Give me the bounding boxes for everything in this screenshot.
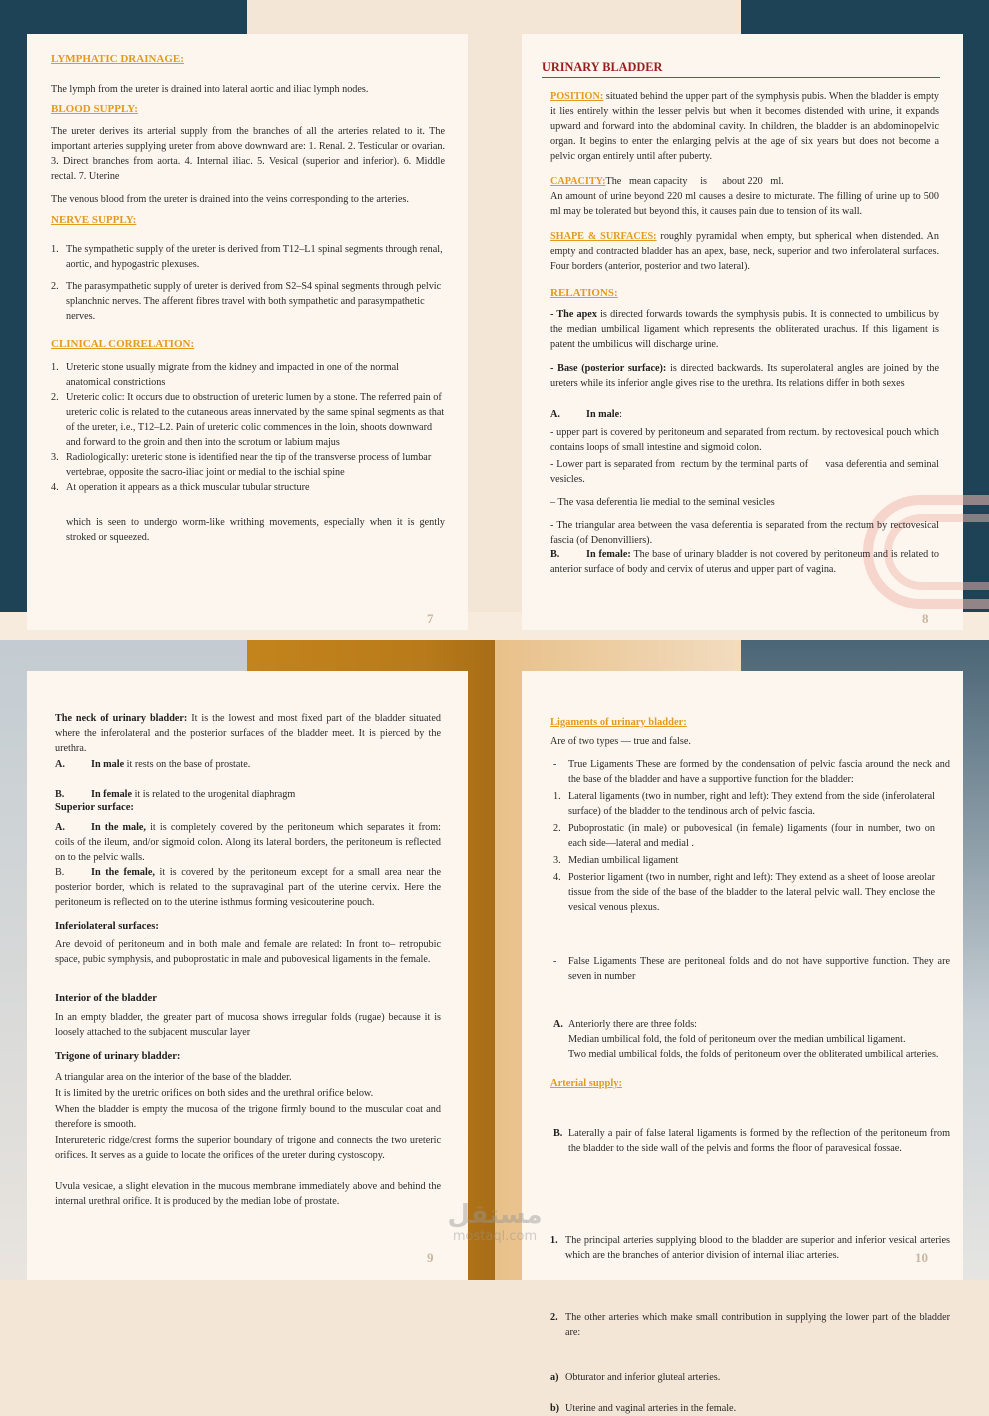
blood-supply-text: The ureter derives its arterial supply from the branches of all the arteries related to it. The important arteries supplying ureter from above downward are: 1. Renal. 2. Testicular or ovarian. 3. Direct branches from aorta. 4. Internal iliac. 5. Vesical (superior and inferior). 6. Middle rectal. 7. Uterine xyxy=(51,126,445,182)
interior-heading: Interior of the bladder xyxy=(55,993,157,1004)
false-lateral-item xyxy=(553,1126,950,1156)
arterial-item-b xyxy=(550,1401,950,1416)
ligaments-heading: Ligaments of urinary bladder: xyxy=(550,717,687,728)
arterial-item-a xyxy=(550,1370,950,1385)
neck-paragraph xyxy=(55,711,441,756)
list-text: Ureteric stone usually migrate from the kidney and impacted in one of the normal anatomical constrictions xyxy=(66,362,399,388)
list-text: Median umbilical fold, the fold of peritoneum over the median umbilical ligament. xyxy=(568,1034,906,1045)
list-number: 2. xyxy=(51,281,59,292)
true-ligaments-list xyxy=(553,789,935,915)
ligaments-intro: Are of two types — true and false. xyxy=(550,736,691,747)
apex-label: - The apex xyxy=(550,309,597,320)
arterial-item-2 xyxy=(550,1310,950,1340)
trigone-heading: Trigone of urinary bladder: xyxy=(55,1051,181,1062)
row-text: it is covered by the peritoneum except for a small area near the posterior border, which is related to the supravaginal part of the uterine cervix. Here the peritoneum is reflected on to the uterine isthmus forming vesicouterine pouch. xyxy=(55,867,442,908)
apex-text: is directed forwards towards the symphysis pubis. It is connected to umbilicus by the median umbilical ligament which represents the obliterated urachus. If this ligament is patent the umbilicus will discharge urine. xyxy=(550,309,939,350)
clinical-list xyxy=(51,360,445,495)
male-label: In male xyxy=(586,409,620,420)
list-text: The principal arteries supplying blood to the bladder are superior and inferior vesical arteries which are the branches of anterior division of internal iliac arteries. xyxy=(565,1235,950,1261)
male-row xyxy=(550,407,939,422)
trigone-text-5: Uvula vesicae, a slight elevation in the mucous membrane immediately above and behind the internal urethral orifice. It is produced by the median lobe of prostate. xyxy=(55,1181,441,1207)
capacity-text: An amount of urine beyond 220 ml causes a desire to micturate. The filling of urine up to 500 ml may be tolerated but beyond this, it causes pain due to tension of its wall. xyxy=(550,191,939,217)
female-paragraph xyxy=(550,547,939,577)
list-number: 2. xyxy=(553,823,561,834)
list-number: 1. xyxy=(550,1235,558,1246)
list-item xyxy=(51,242,445,272)
list-dash: - xyxy=(553,956,557,967)
list-item xyxy=(51,279,445,324)
base-text: is directed backwards. Its superolateral angles are joined by the ureters while its inferior angle gives rise to the urethra. Its relations differ in both sexes xyxy=(550,363,939,389)
list-number: 4. xyxy=(553,872,561,883)
list-number: 2. xyxy=(51,392,59,403)
list-text: Puboprostatic (in male) or pubovesical (in female) ligaments (four in number, two on each side—lateral and medial . xyxy=(568,823,935,849)
list-number: 1. xyxy=(51,362,59,373)
female-marker: B. xyxy=(550,549,560,560)
list-text: Ureteric colic: It occurs due to obstruction of ureteric lumen by a stone. The referred pain of ureteric colic is related to the cutaneous areas innervated by the same spinal segments as that of the ureter, i.e., T12–L2. Pain of ureteric colic commences in the loin, shoots downward and forward to the groin and then into the scrotum or labium majus xyxy=(66,392,445,448)
list-item xyxy=(553,853,935,868)
position-text: situated behind the upper part of the symphysis pubis. When the bladder is empty it lies entirely within the lesser pelvis but when it becomes distended with urine, it expands upward and forward into the abdominal cavity. In children, the bladder is an abdominopelvic organ. It begins to enter the enlarging pelvis at the age of six years but does not become a pelvic organ entirely until after puberty. xyxy=(550,91,939,162)
male-upper-text: - upper part is covered by peritoneum and separated from rectum. by rectovesical pouch which contains loops of small intestine and sigmoid colon. xyxy=(550,427,939,453)
list-item xyxy=(51,360,445,390)
list-text: The parasympathetic supply of ureter is derived from S2–S4 spinal segments through pelvic splanchnic nerves. The afferent fibres travel with both sympathetic and parasympathetic nerves. xyxy=(66,281,442,322)
list-marker: a) xyxy=(550,1372,559,1383)
list-text: At operation it appears as a thick muscular tubular structure xyxy=(66,482,310,493)
trigone-text-2: It is limited by the uretric orifices on both sides and the urethral orifice below. xyxy=(55,1088,374,1099)
list-number: 1. xyxy=(51,244,59,255)
nerve-supply-list xyxy=(51,242,445,324)
list-dash: - xyxy=(553,759,557,770)
row-marker: A. xyxy=(55,759,65,770)
shape-text: roughly pyramidal when empty, but spherical when distended. An empty and contracted bladder has an apex, base, neck, superior and two inferolateral surfaces. Four borders (anterior, posterior and two lateral). xyxy=(550,231,939,272)
neck-male-row xyxy=(55,757,441,772)
list-text: Uterine and vaginal arteries in the female. xyxy=(565,1403,737,1414)
false-anterior-item xyxy=(553,1017,950,1062)
trigone-text-1: A triangular area on the interior of the base of the bladder. xyxy=(55,1072,292,1083)
list-text: False Ligaments These are peritoneal folds and do not have supportive function. They are seven in number xyxy=(568,956,950,982)
row-marker: B. xyxy=(55,867,65,878)
row-marker: A. xyxy=(55,822,65,833)
list-item xyxy=(51,450,445,480)
watermark-logo xyxy=(430,1200,560,1244)
list-marker: A. xyxy=(553,1019,563,1030)
neck-text: It is the lowest and most fixed part of the bladder situated where the inferolateral and the posterior surfaces of the bladder meet. It is pierced by the urethra. xyxy=(55,713,441,754)
clinical-tail-text: which is seen to undergo worm-like writhing movements, especially when it is gently stroked or squeezed. xyxy=(66,517,445,543)
list-item xyxy=(553,870,935,915)
true-ligaments-paragraph xyxy=(553,757,950,787)
list-item xyxy=(553,789,935,819)
superior-male-paragraph xyxy=(55,820,441,865)
capacity-line xyxy=(550,174,939,189)
row-label: In the male, xyxy=(91,822,146,833)
list-number: 4. xyxy=(51,482,59,493)
list-text: Laterally a pair of false lateral ligaments is formed by the reflection of the peritoneum from the bladder to the side wall of the pelvis and forms the floor of paravesical fossae. xyxy=(568,1128,950,1154)
list-text: The other arteries which make small contribution in supplying the lower part of the bladder are: xyxy=(565,1312,950,1338)
arterial-item-1 xyxy=(550,1233,950,1263)
list-text: Obturator and inferior gluteal arteries. xyxy=(565,1372,721,1383)
male-marker: A. xyxy=(550,409,560,420)
nerve-supply-heading: NERVE SUPPLY: xyxy=(51,214,137,226)
row-label: In male xyxy=(91,759,125,770)
list-marker: b) xyxy=(550,1403,560,1414)
trigone-text-3: When the bladder is empty the mucosa of the trigone firmly bound to the muscular coat and therefore is smooth. xyxy=(55,1104,441,1130)
male-colon: : xyxy=(619,409,622,420)
inferolateral-heading: Inferiolateral surfaces: xyxy=(55,921,159,932)
title-rule xyxy=(542,77,940,78)
shape-heading: SHAPE & SURFACES: xyxy=(550,231,657,242)
vasa-text: – The vasa deferentia lie medial to the seminal vesicles xyxy=(550,497,775,508)
list-text: Anteriorly there are three folds: xyxy=(568,1019,697,1030)
clinical-correlation-heading: CLINICAL CORRELATION: xyxy=(51,338,195,350)
row-label: In female xyxy=(91,789,133,800)
list-text: Radiologically: ureteric stone is identified near the tip of the transverse process of lumbar vertebrae, opposite the sacro-iliac joint or medial to the ischial spine xyxy=(66,452,432,478)
capacity-value: The mean capacity is about 220 ml. xyxy=(605,176,784,187)
blood-supply-heading: BLOOD SUPPLY: xyxy=(51,103,138,115)
neck-female-row xyxy=(55,787,441,802)
list-number: 2. xyxy=(550,1312,558,1323)
inferolateral-text: Are devoid of peritoneum and in both male and female are related: In front to– retropubic space, pubic symphysis, and puboprostatic in male and pubovesical ligaments in the female. xyxy=(55,939,441,965)
interior-text: In an empty bladder, the greater part of mucosa shows irregular folds (rugae) because it is loosely attached to the subjacent muscular layer xyxy=(55,1012,441,1038)
position-paragraph xyxy=(550,89,939,164)
page-number: 10 xyxy=(915,1250,928,1265)
page-number: 7 xyxy=(427,611,434,626)
list-number: 3. xyxy=(553,855,561,866)
watermark-arabic: مستقل xyxy=(447,1200,543,1230)
base-paragraph xyxy=(550,361,939,391)
list-text: Median umbilical ligament xyxy=(568,855,679,866)
list-number: 3. xyxy=(51,452,59,463)
lymphatic-drainage-heading: LYMPHATIC DRAINAGE: xyxy=(51,53,184,65)
female-label: In female: xyxy=(586,549,631,560)
watermark-latin: mostaql.com xyxy=(452,1229,538,1244)
apex-paragraph xyxy=(550,307,939,352)
list-text: Posterior ligament (two in number, right and left): They extend as a sheet of loose areolar tissue from the side of the base of the bladder to the lateral pelvic wall. They enclose the vesical venous plexus. xyxy=(568,872,935,913)
shape-paragraph xyxy=(550,229,939,274)
capacity-heading: CAPACITY: xyxy=(550,176,606,187)
list-text: Two medial umbilical folds, the folds of peritoneum over the obliterated umbilical arteries. xyxy=(568,1049,939,1060)
triangle-text: - The triangular area between the vasa deferentia is separated from the rectum by rectovesical fascia (of Denonvilliers). xyxy=(550,520,939,546)
list-text: The sympathetic supply of the ureter is derived from T12–L1 spinal segments through renal, aortic, and hypogastric plexuses. xyxy=(66,244,443,270)
trigone-text-4: Interureteric ridge/crest forms the superior boundary of trigone and connects the two ureteric orifices. It serves as a guide to locate the orifices of the ureter during cystoscopy. xyxy=(55,1135,441,1161)
list-text: Lateral ligaments (two in number, right and left): They extend from the side (inferolateral surface) of the bladder to the tendinous arch of pelvic fascia. xyxy=(568,791,935,817)
neck-label: The neck of urinary bladder: xyxy=(55,713,188,724)
list-marker: B. xyxy=(553,1128,563,1139)
superior-female-paragraph xyxy=(55,865,441,910)
false-ligaments-paragraph xyxy=(553,954,950,984)
female-text: The base of urinary bladder is not covered by peritoneum and is related to anterior surface of body and cervix of uterus and upper part of vagina. xyxy=(550,549,939,575)
base-label: - Base (posterior surface): xyxy=(550,363,667,374)
male-lower-text: - Lower part is separated from rectum by the terminal parts of vasa deferentia and seminal vesicles. xyxy=(550,459,942,485)
lymphatic-text: The lymph from the ureter is drained into lateral aortic and iliac lymph nodes. xyxy=(51,84,369,95)
list-item xyxy=(51,480,445,495)
page-number: 9 xyxy=(427,1250,434,1265)
list-item xyxy=(51,390,445,450)
relations-heading: RELATIONS: xyxy=(550,287,618,299)
arterial-supply-heading: Arterial supply: xyxy=(550,1078,623,1089)
row-text: it is completely covered by the peritoneum which separates it from: coils of the ileum, and/or sigmoid colon. Along its lateral borders, the peritoneum is reflected on to the pelvic walls. xyxy=(55,822,441,863)
row-label: In the female, xyxy=(91,867,155,878)
row-text: it rests on the base of prostate. xyxy=(124,759,251,770)
list-text: True Ligaments These are formed by the condensation of pelvic fascia around the neck and the base of the bladder and have a supportive function for the bladder: xyxy=(568,759,950,785)
page-number: 8 xyxy=(922,611,929,626)
position-heading: POSITION: xyxy=(550,91,604,102)
list-number: 1. xyxy=(553,791,561,802)
list-item xyxy=(553,821,935,851)
row-marker: B. xyxy=(55,789,65,800)
page-title: URINARY BLADDER xyxy=(542,60,663,74)
superior-surface-heading: Superior surface: xyxy=(55,802,134,813)
venous-text: The venous blood from the ureter is drained into the veins corresponding to the arteries. xyxy=(51,194,409,205)
row-text: it is related to the urogenital diaphragm xyxy=(132,789,296,800)
